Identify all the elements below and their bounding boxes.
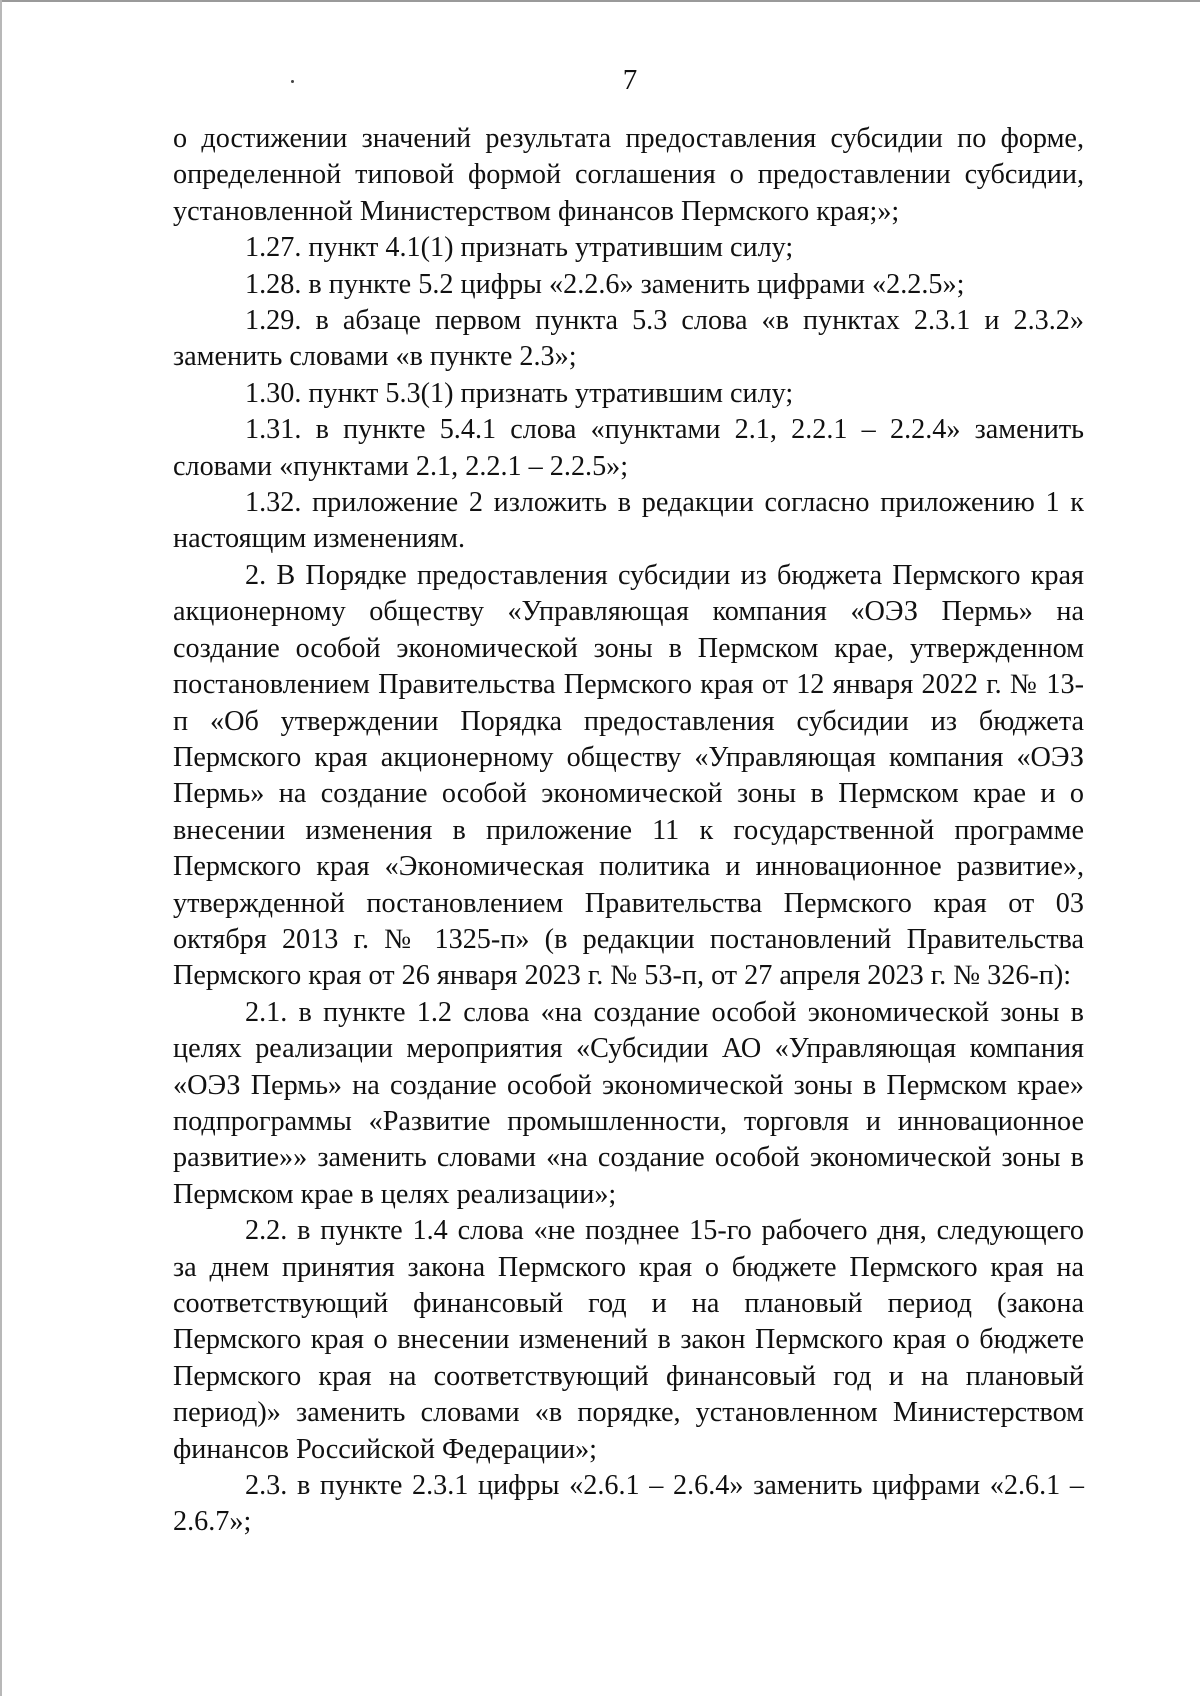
- paragraph-2-2: 2.2. в пункте 1.4 слова «не позднее 15-го рабочего дня, следующего за днем принятия закона Пермского края о бюджете Пермского края на соответствующий финансовый год и на плановый период (закона Пермского края о внесении изменений в закон Пермского края о бюджете Пермского края на соответствующий финансовый год и на плановый период)» заменить словами «в порядке, установленном Министерством финансов Российской Федерации»;: [173, 1215, 1084, 1465]
- document-body: [173, 121, 1084, 1541]
- page-edge-top: [0, 0, 1200, 2]
- page-number: 7: [622, 64, 638, 96]
- paragraph-1-27: 1.27. пункт 4.1(1) признать утратившим силу;: [245, 232, 794, 264]
- paragraph-1-30: 1.30. пункт 5.3(1) признать утратившим силу;: [245, 377, 794, 409]
- paragraph-1-31: 1.31. в пункте 5.4.1 слова «пунктами 2.1, 2.2.1 – 2.2.4» заменить словами «пунктами 2.1, 2.2.1 – 2.2.5»;: [173, 414, 1084, 482]
- paragraph-1-29: 1.29. в абзаце первом пункта 5.3 слова «в пунктах 2.3.1 и 2.3.2» заменить словами «в пункте 2.3»;: [173, 305, 1084, 373]
- paragraph-1-28: 1.28. в пункте 5.2 цифры «2.2.6» заменить цифрами «2.2.5»;: [245, 268, 965, 300]
- page-edge-left: [0, 0, 2, 1696]
- paragraph-continuation: о достижении значений результата предоставления субсидии по форме, определенной типовой формой соглашения о предоставлении субсидии, установленной Министерством финансов Пермского края;»;: [173, 123, 1084, 227]
- paragraph-2: 2. В Порядке предоставления субсидии из бюджета Пермского края акционерному обществу «Управляющая компания «ОЭЗ Пермь» на создание особой экономической зоны в Пермском крае, утвержденном постановлением Правительства Пермского края от 12 января 2022 г. № 13-п «Об утверждении Порядка предоставления субсидии из бюджета Пермского края акционерному обществу «Управляющая компания «ОЭЗ Пермь» на создание особой экономической зоны в Пермском крае и о внесении изменения в приложение 11 к государственной программе Пермского края «Экономическая политика и инновационное развитие», утвержденной постановлением Правительства Пермского края от 03 октября 2013 г. № 1325-п» (в редакции постановлений Правительства Пермского края от 26 января 2023 г. № 53-п, от 27 апреля 2023 г. № 326-п):: [173, 559, 1084, 992]
- paragraph-2-1: 2.1. в пункте 1.2 слова «на создание особой экономической зоны в целях реализации мероприятия «Субсидии АО «Управляющая компания «ОЭЗ Пермь» на создание особой экономической зоны в Пермском крае» подпрограммы «Развитие промышленности, торговля и инновационное развитие»» заменить словами «на создание особой экономической зоны в Пермском крае в целях реализации»;: [173, 996, 1084, 1210]
- paragraph-2-3: 2.3. в пункте 2.3.1 цифры «2.6.1 – 2.6.4» заменить цифрами «2.6.1 – 2.6.7»;: [173, 1470, 1084, 1538]
- paragraph-1-32: 1.32. приложение 2 изложить в редакции согласно приложению 1 к настоящим изменениям.: [173, 487, 1084, 555]
